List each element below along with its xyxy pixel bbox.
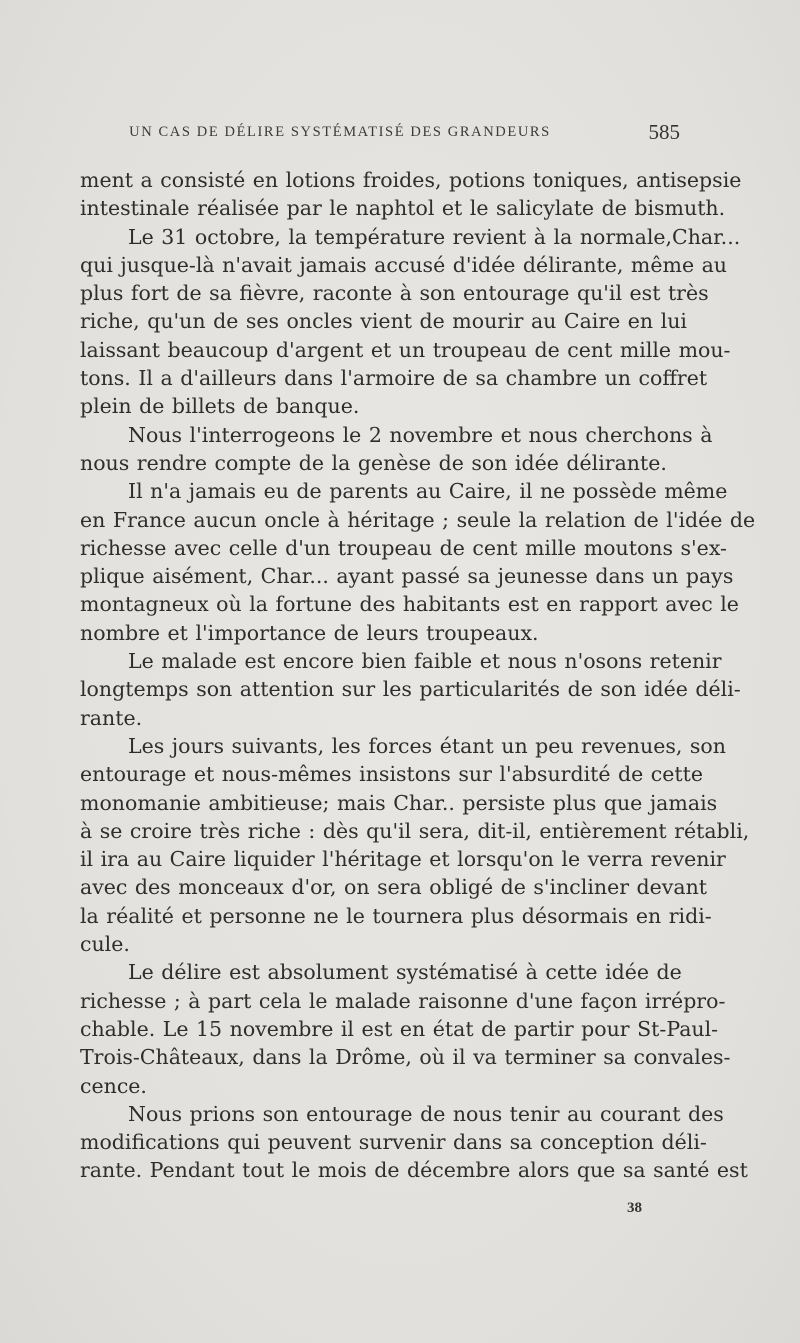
text-line: rante. xyxy=(80,705,143,730)
text-line: Le malade est encore bien faible et nous n'osons retenir xyxy=(128,649,722,674)
text-line: Nous prions son entourage de nous tenir au courant des xyxy=(128,1101,724,1126)
text-line: plus fort de sa fièvre, raconte à son entourage qu'il est très xyxy=(80,281,709,306)
text-line: à se croire très riche : dès qu'il sera, dit-il, entièrement rétabli, xyxy=(80,818,750,843)
text-line: la réalité et personne ne le tournera plus désormais en ridi- xyxy=(80,903,712,928)
text-line: modifications qui peuvent survenir dans sa conception déli- xyxy=(80,1130,707,1155)
text-line: en France aucun oncle à héritage ; seule la relation de l'idée de xyxy=(80,507,756,532)
text-line: il ira au Caire liquider l'héritage et lorsqu'on le verra revenir xyxy=(80,847,726,872)
text-line: richesse avec celle d'un troupeau de cent mille moutons s'ex- xyxy=(80,535,727,560)
text-line: cule. xyxy=(80,932,130,957)
text-line: tons. Il a d'ailleurs dans l'armoire de sa chambre un coffret xyxy=(80,366,708,391)
text-line: Trois-Châteaux, dans la Drôme, où il va terminer sa convales- xyxy=(80,1045,731,1070)
text-line: monomanie ambitieuse; mais Char.. persiste plus que jamais xyxy=(80,790,718,815)
text-line: nous rendre compte de la genèse de son idée délirante. xyxy=(80,450,667,475)
page-number: 585 xyxy=(648,120,680,144)
text-line: riche, qu'un de ses oncles vient de mourir au Caire en lui xyxy=(80,309,687,334)
text-line: Il n'a jamais eu de parents au Caire, il ne possède même xyxy=(128,479,728,504)
running-head xyxy=(80,122,680,148)
text-line: richesse ; à part cela le malade raisonne d'une façon irrépro- xyxy=(80,988,726,1013)
body-text xyxy=(80,166,756,1185)
text-line: rante. Pendant tout le mois de décembre alors que sa santé est xyxy=(80,1158,748,1183)
text-line: intestinale réalisée par le naphtol et le salicylate de bismuth. xyxy=(80,196,726,221)
text-line: chable. Le 15 novembre il est en état de partir pour St-Paul- xyxy=(80,1016,719,1041)
text-line: montagneux où la fortune des habitants est en rapport avec le xyxy=(80,592,739,617)
text-line: cence. xyxy=(80,1073,147,1098)
text-line: Les jours suivants, les forces étant un peu revenues, son xyxy=(128,733,726,758)
text-line: longtemps son attention sur les particularités de son idée déli- xyxy=(80,677,741,702)
text-line: Le délire est absolument systématisé à cette idée de xyxy=(128,960,682,985)
text-line: avec des monceaux d'or, on sera obligé de s'incliner devant xyxy=(80,875,708,900)
text-line: laissant beaucoup d'argent et un troupeau de cent mille mou- xyxy=(80,337,731,362)
text-line: nombre et l'importance de leurs troupeaux. xyxy=(80,620,539,645)
text-line: ment a consisté en lotions froides, potions toniques, antisepsie xyxy=(80,168,742,192)
text-line: entourage et nous-mêmes insistons sur l'absurdité de cette xyxy=(80,762,704,787)
text-line: plique aisément, Char... ayant passé sa jeunesse dans un pays xyxy=(80,564,734,589)
text-line: Le 31 octobre, la température revient à la normale,Char... xyxy=(128,224,741,249)
text-line: plein de billets de banque. xyxy=(80,394,360,419)
running-title: UN CAS DE DÉLIRE SYSTÉMATISÉ DES GRANDEURS xyxy=(129,124,551,140)
signature-mark: 38 xyxy=(627,1200,642,1216)
text-line: qui jusque-là n'avait jamais accusé d'idée délirante, même au xyxy=(80,252,728,277)
text-line: Nous l'interrogeons le 2 novembre et nous cherchons à xyxy=(128,422,713,447)
